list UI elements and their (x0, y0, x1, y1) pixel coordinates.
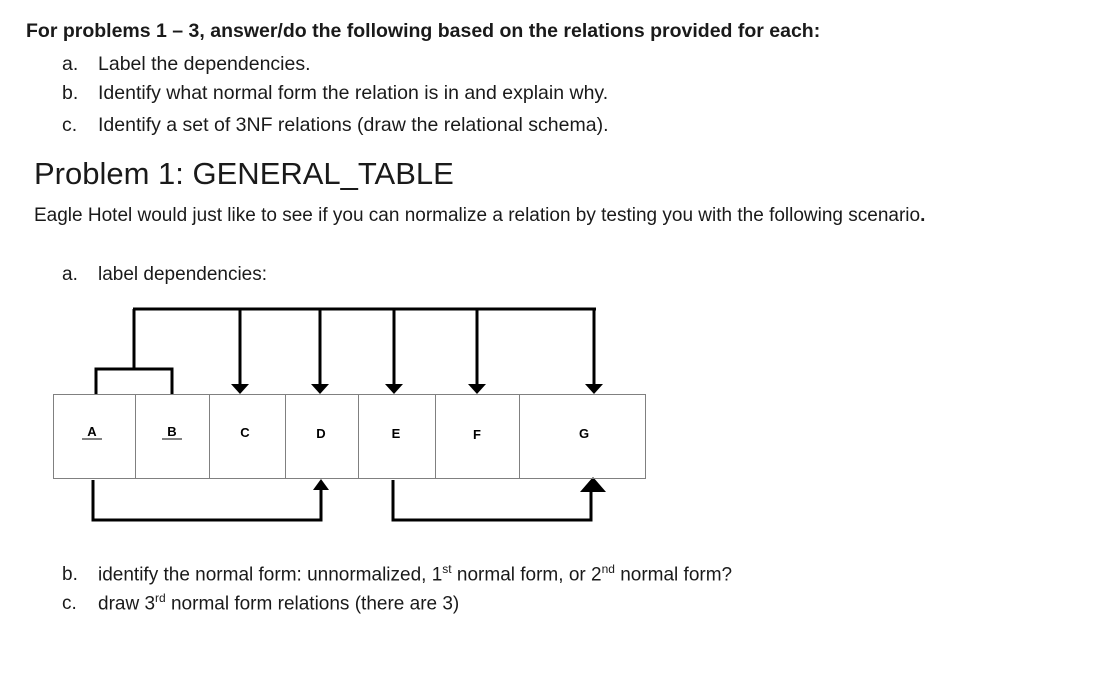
problem-title: Problem 1: GENERAL_TABLE (34, 156, 454, 191)
part-b-text-3: normal form? (614, 564, 733, 586)
instruction-b: Identify what normal form the relation is in and explain why. (98, 82, 609, 104)
arrowhead-c (231, 384, 249, 394)
instruction-a: Label the dependencies. (98, 53, 311, 75)
bottom-dependency-a-d (93, 480, 321, 520)
part-a-label: label dependencies: (98, 264, 268, 285)
arrowhead-up-g (580, 477, 606, 492)
part-b-text-2: normal form, or 2 (451, 564, 602, 586)
part-b-text-1: identify the normal form: unnormalized, 1 (98, 564, 443, 586)
attribute-g: G (578, 426, 590, 441)
part-b-question (98, 562, 732, 586)
dependency-lines (93, 309, 596, 520)
instruction-c-marker: c. (62, 114, 78, 136)
attribute-e: E (391, 426, 401, 441)
instructions-heading: For problems 1 – 3, answer/do the following based on the relations provided for each: (26, 20, 821, 42)
bottom-dependency-e-g (393, 480, 591, 520)
part-c-marker: c. (62, 593, 77, 614)
arrowheads (231, 384, 606, 492)
instruction-b-marker: b. (62, 82, 79, 104)
part-b-marker: b. (62, 564, 78, 585)
arrowhead-d (311, 384, 329, 394)
part-b-sup-2: nd (601, 562, 615, 576)
arrowhead-f (468, 384, 486, 394)
attribute-b: B (167, 424, 177, 439)
attribute-d: D (316, 426, 326, 441)
arrowhead-e (385, 384, 403, 394)
relation-outline (54, 395, 646, 479)
part-c-question (98, 591, 459, 615)
key-bracket-ab (96, 369, 172, 394)
attribute-a: A (87, 424, 97, 439)
scenario-period: . (920, 205, 926, 226)
arrowhead-g (585, 384, 603, 394)
part-b-sup-1: st (442, 562, 452, 576)
part-c-sup-1: rd (155, 591, 166, 605)
attribute-f: F (473, 427, 481, 442)
part-c-text-2: normal form relations (there are 3) (165, 593, 460, 615)
scenario-sentence: Eagle Hotel would just like to see if you can normalize a relation by testing you with the following scenario (34, 205, 921, 226)
attribute-c: C (240, 425, 250, 440)
relation-table (54, 394, 646, 479)
part-a-marker: a. (62, 264, 78, 285)
instruction-a-marker: a. (62, 53, 79, 75)
instruction-c: Identify a set of 3NF relations (draw the relational schema). (98, 114, 609, 136)
arrowhead-up-d (313, 479, 329, 490)
part-c-text-1: draw 3 (98, 593, 156, 615)
